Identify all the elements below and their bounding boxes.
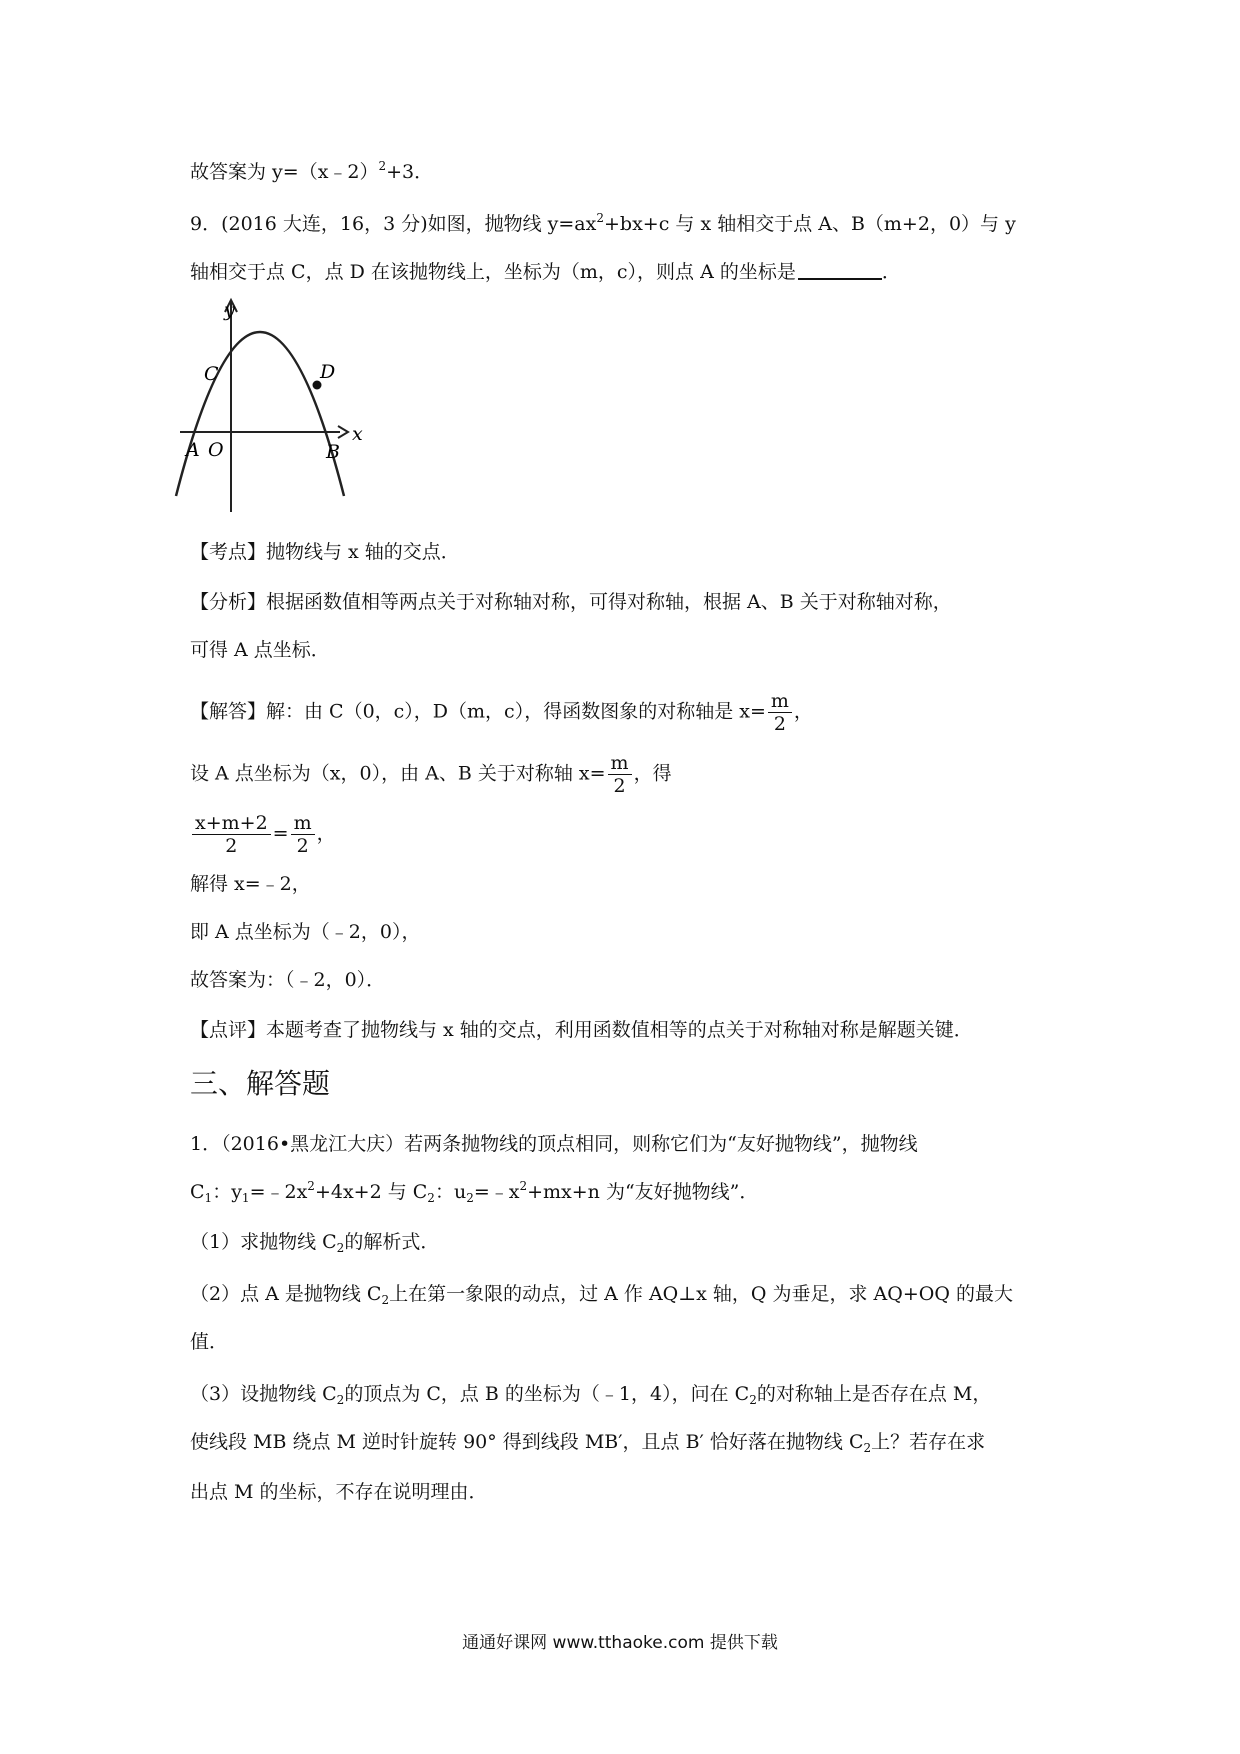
question-9-line-2: 轴相交于点 C，点 D 在该抛物线上，坐标为（m，c），则点 A 的坐标是 ． <box>190 258 901 286</box>
jieda-line-5: 即 A 点坐标为（﹣2，0）， <box>190 921 421 943</box>
parabola-curve <box>176 332 344 496</box>
label-y: y <box>224 299 235 321</box>
fenxi-line-1: 【分析】根据函数值相等两点关于对称轴对称，可得对称轴，根据 A、B 关于对称轴对称， <box>190 591 952 613</box>
label-d: D <box>320 361 336 383</box>
jieda-line-4: 解得 x=﹣2， <box>190 873 311 895</box>
problem-1-part-3-line-3: 出点 M 的坐标，不存在说明理由． <box>190 1481 488 1503</box>
label-o: O <box>208 439 224 461</box>
fenxi-line-2: 可得 A 点坐标． <box>190 639 330 661</box>
kaodian-line: 【考点】抛物线与 x 轴的交点． <box>190 541 460 563</box>
label-a: A <box>186 439 200 461</box>
jieda-line-1: 【解答】解：由 C（0，c），D（m，c），得函数图象的对称轴是 x= $\frac{m}{2}$ ， <box>190 690 813 735</box>
jieda-line-6: 故答案为：（﹣2，0）． <box>190 969 386 991</box>
parabola-figure <box>186 299 410 520</box>
answer-line: 故答案为 y=（x﹣2）$^2$+3． <box>190 159 434 183</box>
problem-1-part-2-line-2: 值． <box>190 1331 229 1353</box>
problem-1-line-2: $C_1$：$y_1=﹣2x^2+4x+2$ 与 $C_2$：$u_2=﹣x^2+mx+n$ 为“友好抛物线”． <box>190 1179 759 1205</box>
label-b: B <box>326 441 340 463</box>
problem-1-part-2-line-1: （2）点 A 是抛物线 $C_2$上在第一象限的动点，过 A 作 AQ⊥x 轴，Q 为垂足，求 AQ+OQ 的最大 <box>190 1283 1013 1307</box>
footer-watermark: 通通好课网 www.tthaoke.com 提供下载 <box>462 1633 778 1653</box>
fraction-m-over-2: $\frac{m}{2}$ <box>768 690 792 735</box>
answer-blank <box>798 258 882 280</box>
problem-1-line-1: 1．（2016•黑龙江大庆）若两条抛物线的顶点相同，则称它们为“友好抛物线”，抛物线 <box>190 1133 918 1155</box>
fraction-m-over-2: $\frac{m}{2}$ <box>291 812 315 857</box>
fraction-m-over-2: $\frac{m}{2}$ <box>608 752 632 797</box>
label-x: x <box>352 423 363 445</box>
section-title: 三、解答题 <box>190 1067 331 1100</box>
problem-1-part-1: （1）求抛物线 $C_2$的解析式． <box>190 1231 440 1255</box>
fraction-x-m-2-over-2: $\frac{x+m+2}{2}$ <box>192 812 271 857</box>
jieda-line-2: 设 A 点坐标为（x，0），由 A、B 关于对称轴 x= $\frac{m}{2}$ ，得 <box>190 752 672 797</box>
problem-1-part-3-line-2: 使线段 MB 绕点 M 逆时针旋转 90° 得到线段 MB′，且点 B′ 恰好落在抛物线 $C_2$上？若存在求 <box>190 1431 986 1455</box>
label-c: C <box>204 363 219 385</box>
equation-line: $\frac{x+m+2}{2}$ = $\frac{m}{2}$ ， <box>190 812 336 857</box>
dianping-line: 【点评】本题考查了抛物线与 x 轴的交点，利用函数值相等的点关于对称轴对称是解题关键． <box>190 1019 973 1041</box>
problem-1-part-3-line-1: （3）设抛物线 $C_2$的顶点为 C，点 B 的坐标为（﹣1，4），问在 $C_2$的对称轴上是否存在点 M， <box>190 1383 992 1407</box>
question-9-line-1: 9．(2016 大连，16，3 分)如图，抛物线 $y=ax^2+bx+c$ 与 x 轴相交于点 A、B（m+2，0）与 y <box>190 211 1016 235</box>
